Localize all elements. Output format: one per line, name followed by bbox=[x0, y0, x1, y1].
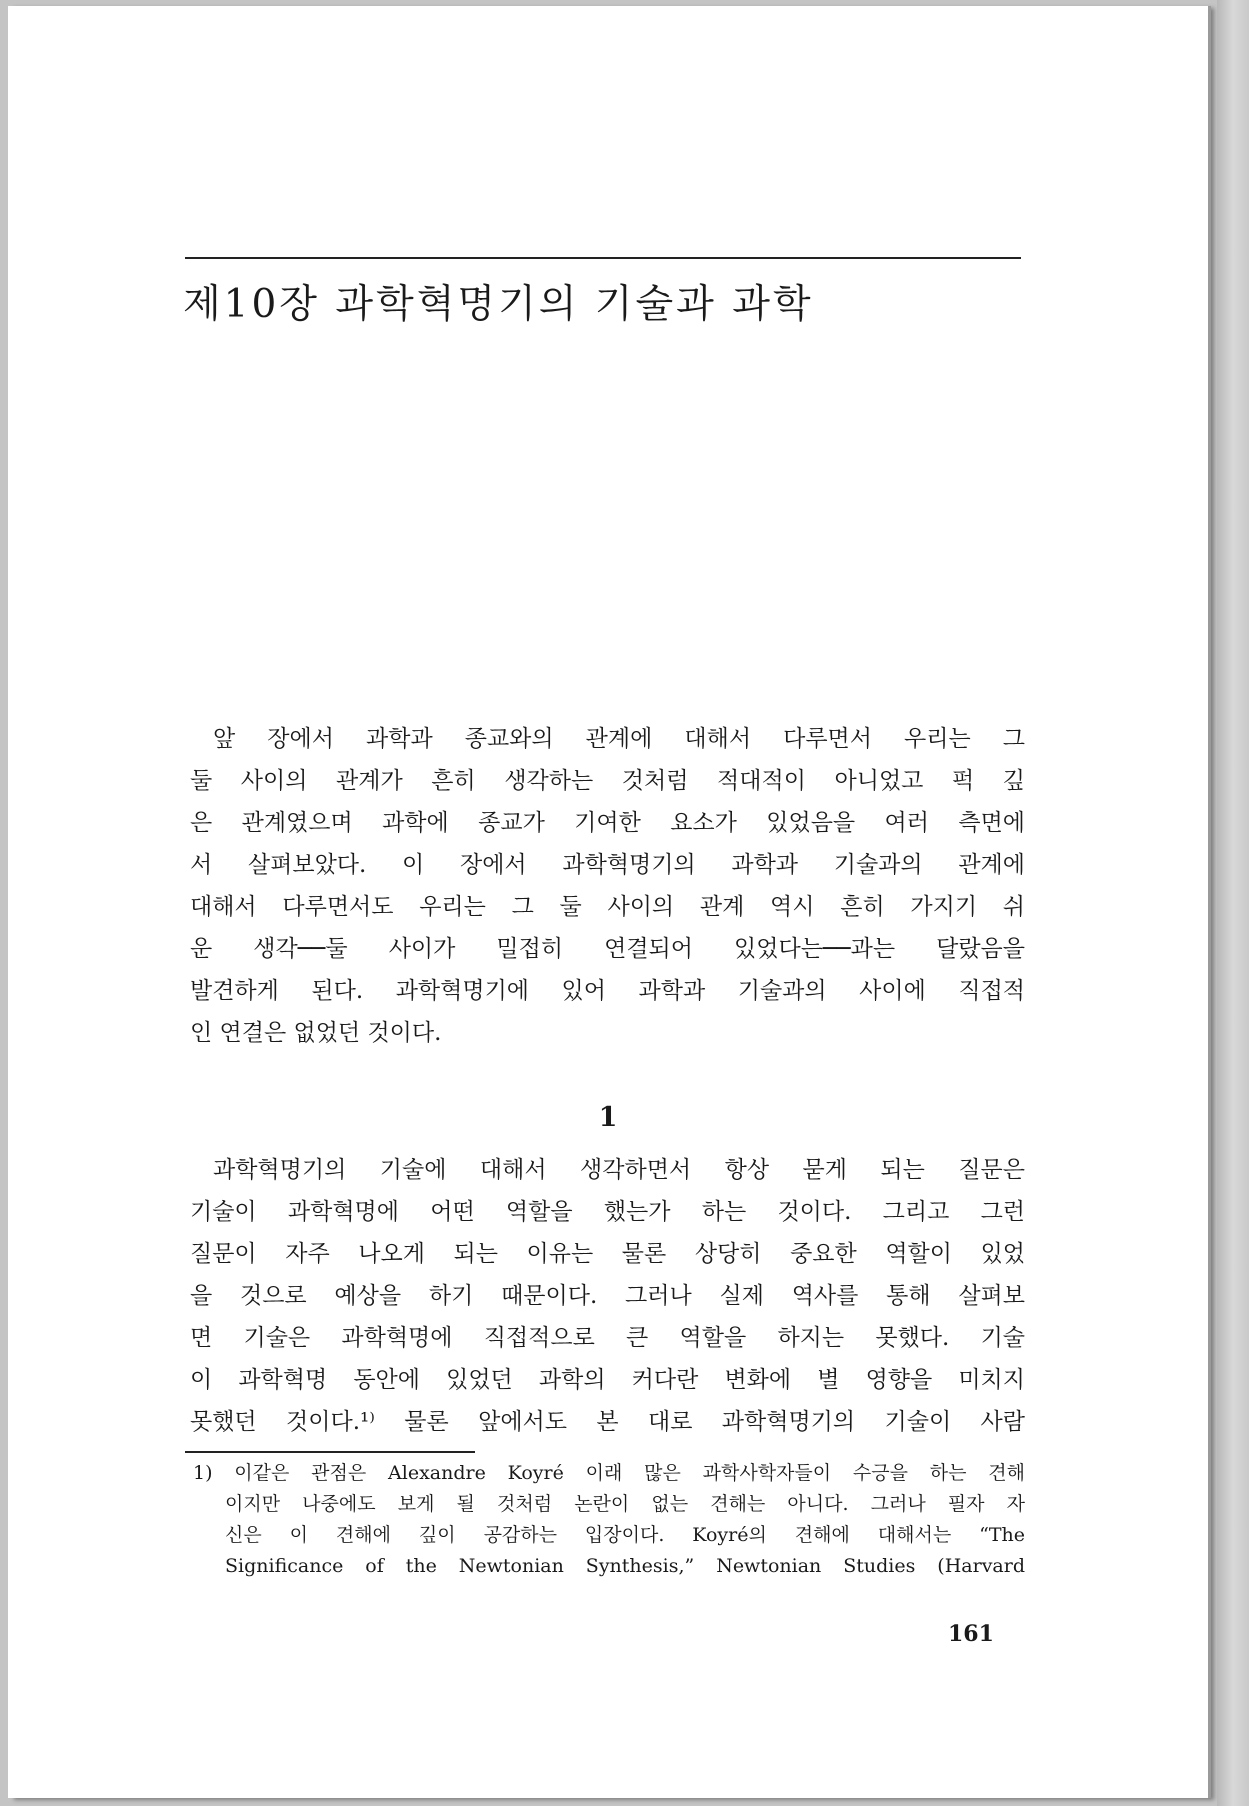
footnote-line: 이지만 나중에도 보게 될 것처럼 논란이 없는 견해는 아니다. 그러나 필자 자 bbox=[225, 1493, 1025, 1515]
section-line: 면 기술은 과학혁명에 직접적으로 큰 역할을 하지는 못했다. 기술 bbox=[190, 1325, 1025, 1351]
intro-line: 둘 사이의 관계가 흔히 생각하는 것처럼 적대적이 아니었고 퍽 깊 bbox=[190, 768, 1025, 794]
intro-line: 대해서 다루면서도 우리는 그 둘 사이의 관계 역시 흔히 가지기 쉬 bbox=[190, 894, 1025, 920]
section-line: 질문이 자주 나오게 되는 이유는 물론 상당히 중요한 역할이 있었 bbox=[190, 1241, 1025, 1267]
intro-line: 앞 장에서 과학과 종교와의 관계에 대해서 다루면서 우리는 그 bbox=[213, 726, 1025, 752]
intro-line: 인 연결은 없었던 것이다. bbox=[190, 1020, 442, 1046]
footnote-line: 1) 이같은 관점은 Alexandre Koyré 이래 많은 과학사학자들이 수긍을 하는 견해 bbox=[193, 1462, 1025, 1484]
footnote-line: Significance of the Newtonian Synthesis,” Newtonian Studies (Harvard bbox=[225, 1555, 1025, 1577]
book-page bbox=[8, 6, 1208, 1798]
section-line: 기술이 과학혁명에 어떤 역할을 했는가 하는 것이다. 그리고 그런 bbox=[190, 1199, 1025, 1225]
footnote-rule bbox=[185, 1451, 475, 1453]
chapter-top-rule bbox=[185, 257, 1021, 259]
section-line: 과학혁명기의 기술에 대해서 생각하면서 항상 묻게 되는 질문은 bbox=[213, 1157, 1025, 1183]
chapter-title: 제10장 과학혁명기의 기술과 과학 bbox=[183, 282, 814, 327]
intro-line: 발견하게 된다. 과학혁명기에 있어 과학과 기술과의 사이에 직접적 bbox=[190, 978, 1025, 1004]
section-line: 을 것으로 예상을 하기 때문이다. 그러나 실제 역사를 통해 살펴보 bbox=[190, 1283, 1025, 1309]
intro-line: 은 관계였으며 과학에 종교가 기여한 요소가 있었음을 여러 측면에 bbox=[190, 810, 1025, 836]
viewer-scrollbar[interactable] bbox=[1217, 0, 1249, 1806]
footnote bbox=[193, 1458, 1025, 1582]
page-number: 161 bbox=[948, 1621, 994, 1647]
section-paragraph bbox=[190, 1149, 1025, 1443]
footnote-line: 신은 이 견해에 깊이 공감하는 입장이다. Koyré의 견해에 대해서는 “The bbox=[225, 1524, 1025, 1546]
section-number: 1 bbox=[598, 1102, 618, 1133]
intro-line: 서 살펴보았다. 이 장에서 과학혁명기의 과학과 기술과의 관계에 bbox=[190, 852, 1025, 878]
section-line: 못했던 것이다.¹⁾ 물론 앞에서도 본 대로 과학혁명기의 기술이 사람 bbox=[190, 1409, 1025, 1435]
section-line: 이 과학혁명 동안에 있었던 과학의 커다란 변화에 별 영향을 미치지 bbox=[190, 1367, 1025, 1393]
intro-paragraph bbox=[190, 718, 1025, 1054]
intro-line: 운 생각──둘 사이가 밀접히 연결되어 있었다는──과는 달랐음을 bbox=[190, 936, 1025, 962]
